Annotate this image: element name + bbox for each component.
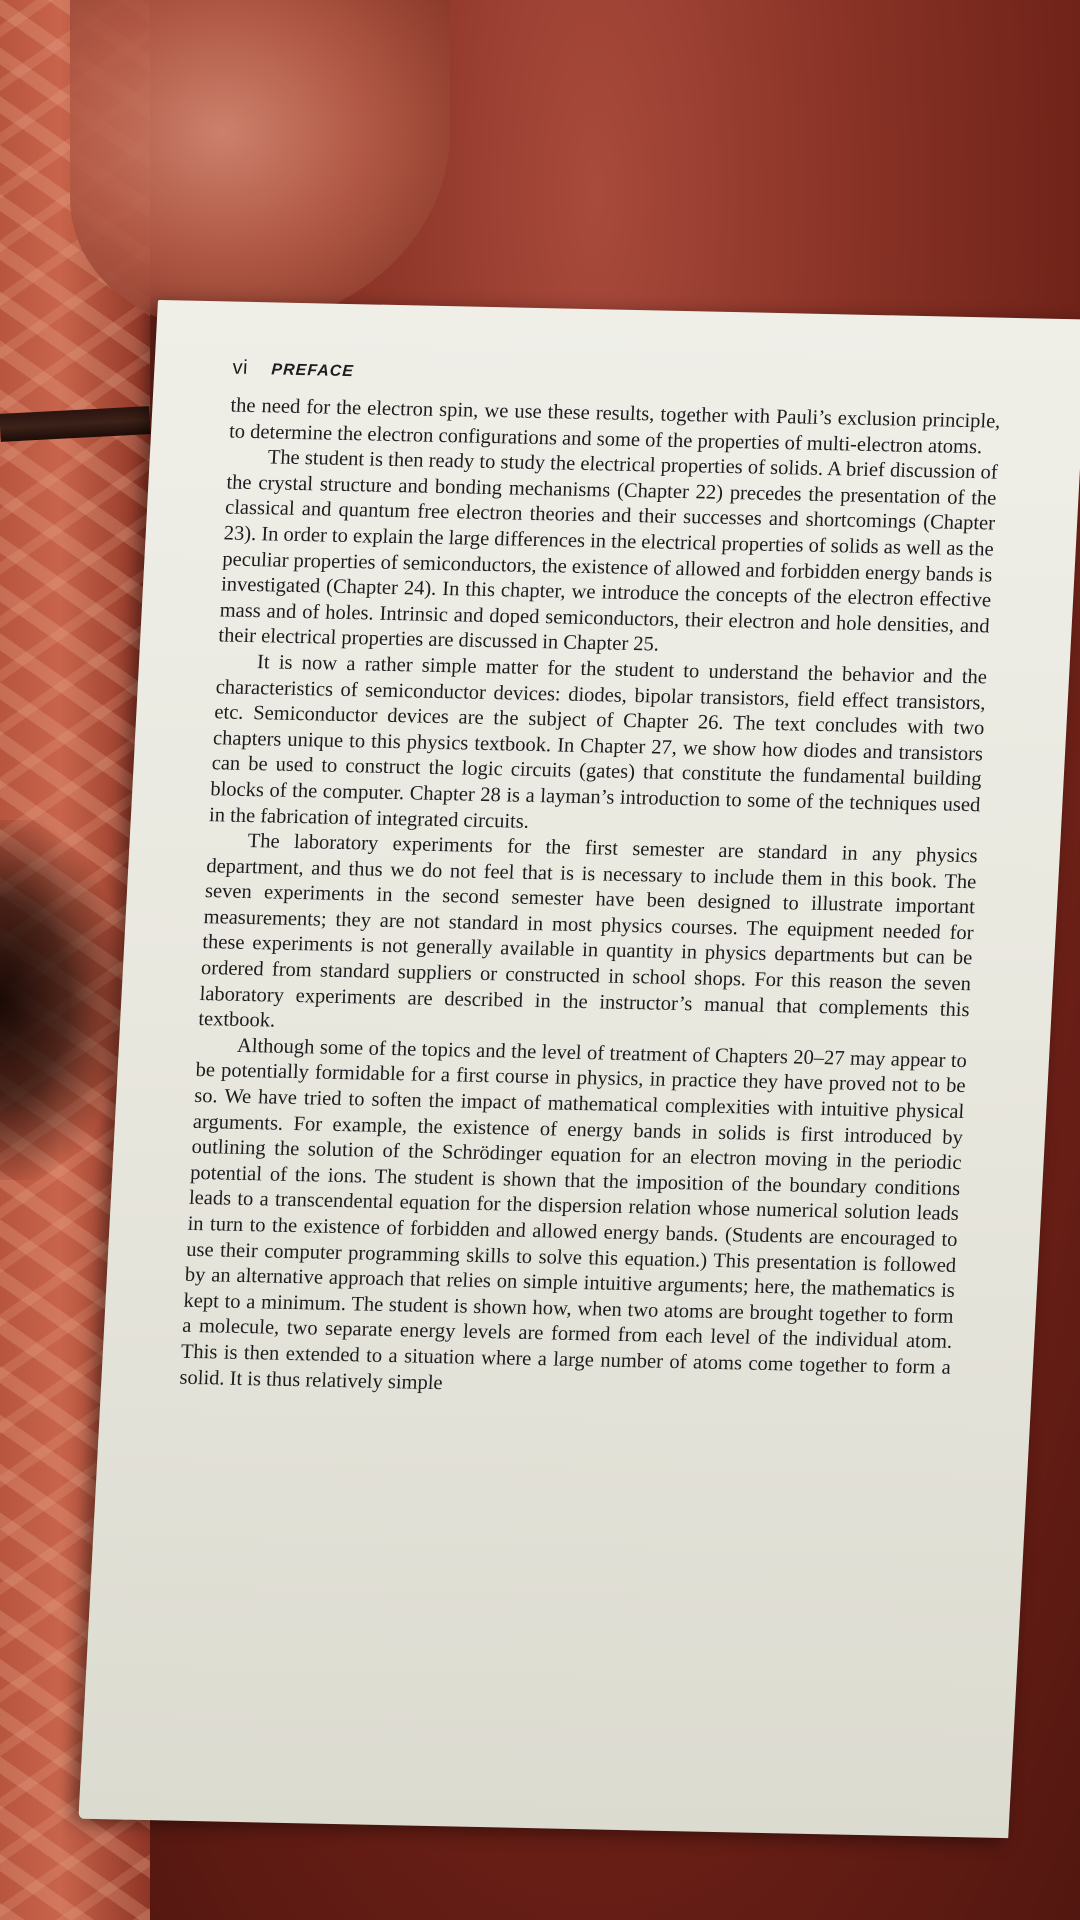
paragraph: the need for the electron spin, we use these results, together with Pauli’s exclusion principle, to determine the electron configurations and some of the properties of multi-electron atoms. — [228, 394, 1001, 458]
page-content — [179, 357, 1003, 1407]
running-head-title: PREFACE — [270, 361, 355, 381]
shadow-object — [0, 820, 120, 1180]
running-header — [232, 357, 1003, 396]
paragraph: It is now a rather simple matter for the student to understand the behavior and the characteristics of semiconductor devices: diodes, bipolar transistors, field effect transistors, etc. Semiconductor devices are the subject of Chapter 26. The text concludes with two chapters unique to this physics textbook. In Chapter 27, we show how diodes and transistors can be used to construct the logic circuits (gates) that constitute the fundamental building blocks of the computer. Chapter 28 is a layman’s introduction to some of the techniques used in the fabrication of integrated circuits. — [208, 651, 988, 833]
paragraph: The laboratory experiments for the first semester are standard in any physics department, and thus we do not feel that is is necessary to include them in this book. The seven experiments in the second semester have been designed to illustrate important measurements; they are not standard in most physics courses. The equipment needed for these experiments is not generally available in quantity in physics departments but can be ordered from standard suppliers or constructed in school shops. For this reason the seven laboratory experiments are described in the instructor’s manual that complements this textbook. — [197, 830, 979, 1032]
book-page — [78, 300, 1080, 1838]
paragraph: The student is then ready to study the electrical properties of solids. A brief discussion of the crystal structure and bonding mechanisms (Chapter 22) precedes the presentation of the classical and quantum free electron theories and their successes and shortcomings (Chapter 23). In order to explain the large differences in the electrical properties of solids as well as the peculiar properties of semiconductors, the existence of allowed and forbidden energy bands is investigated (Chapter 24). In this chapter, we introduce the concepts of the electron effective mass and of holes. Intrinsic and doped semiconductors, their electron and hole densities, and their electrical properties are discussed in Chapter 25. — [217, 446, 999, 656]
paragraph: Although some of the topics and the level of treatment of Chapters 20–27 may appear to be potentially formidable for a first course in physics, in practice they have proved not to be so. We have tried to soften the impact of mathematical complexities with intuitive physical arguments. For example, the existence of energy bands in solids is first introduced by outlining the solution of the Schrödinger equation for an electron moving in the periodic potential of the ions. The student is shown that the imposition of the boundary conditions leads to a transcendental equation for the dispersion relation whose numerical solution leads in turn to the existence of forbidden and allowed energy bands. (Students are encouraged to use their computer programming skills to solve this equation.) This presentation is followed by an alternative approach that relies on simple intuitive arguments; here, the mathematics is kept to a minimum. The student is shown how, when two atoms are brought together to form a molecule, two separate energy levels are formed from each level of the individual atom. This is then extended to a situation where a large number of atoms come together to form a solid. It is thus relatively simple — [179, 1034, 968, 1394]
page-number: vi — [231, 356, 249, 379]
